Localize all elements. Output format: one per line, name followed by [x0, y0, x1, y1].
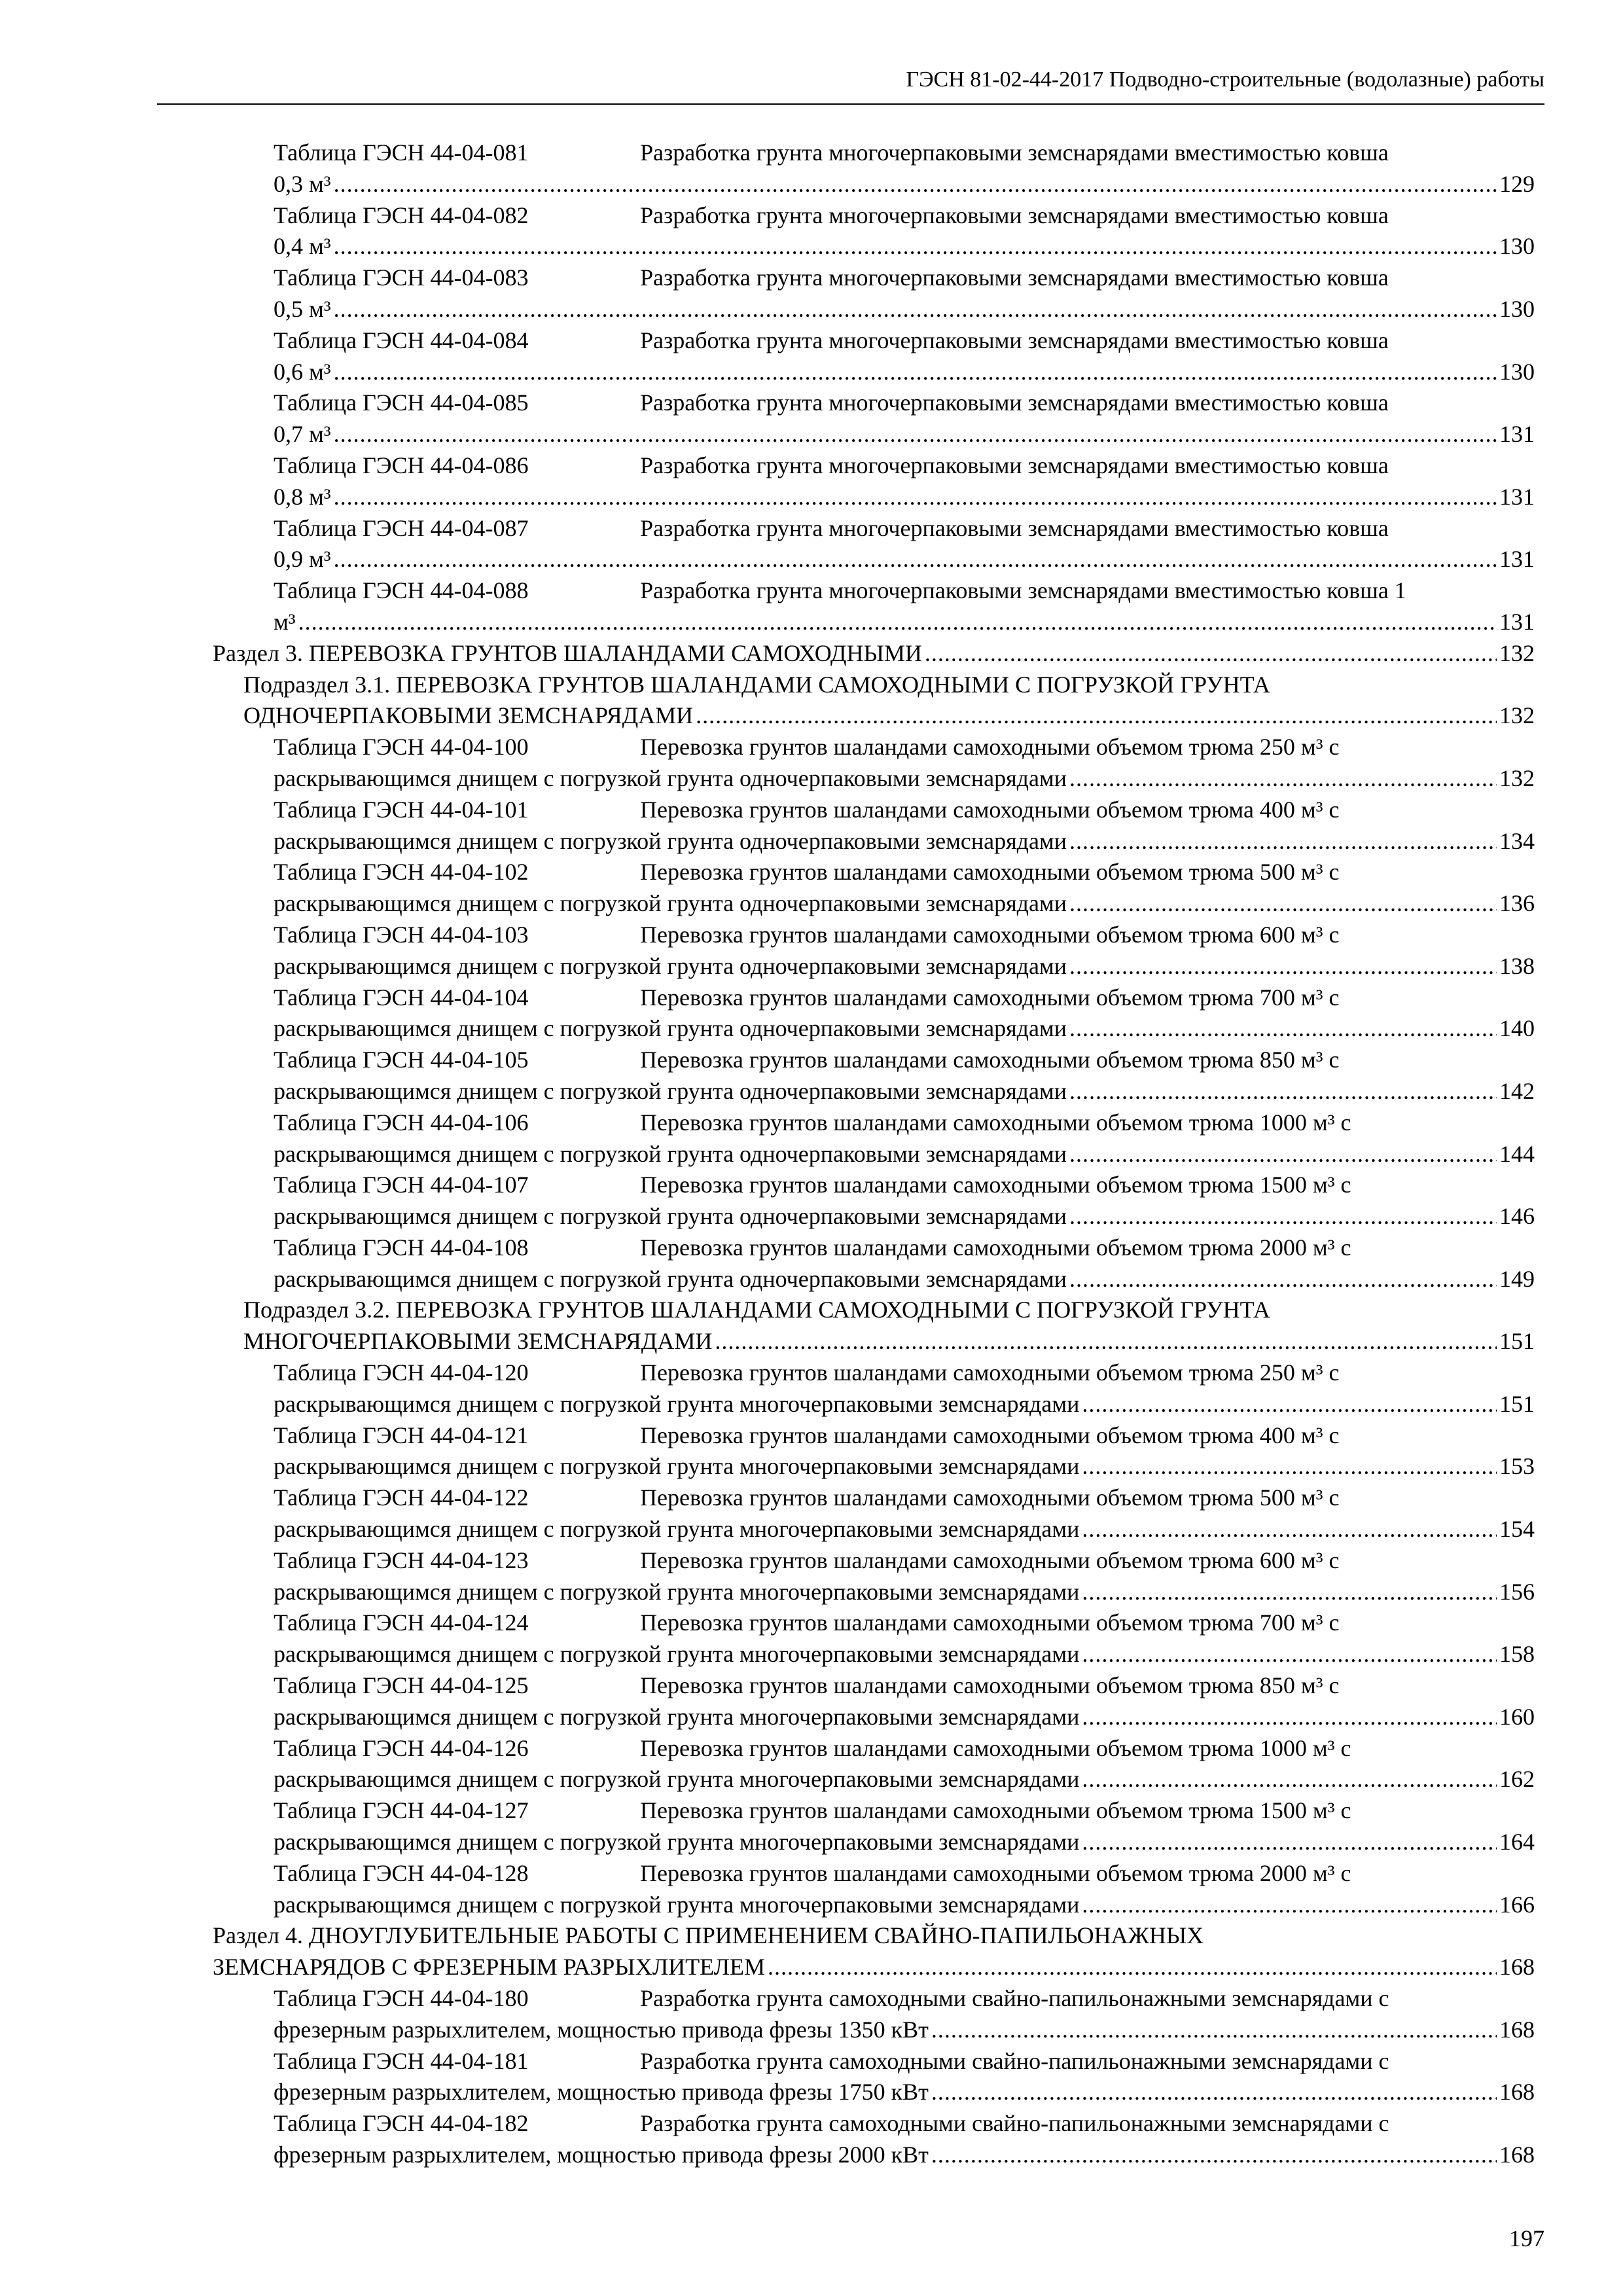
toc-entry-code: Таблица ГЭСН 44-04-180	[274, 1985, 529, 2012]
toc-entry-title: Разработка грунта самоходными свайно-папильонажными земснарядами с	[640, 1985, 1389, 2012]
dot-leader	[1082, 1702, 1497, 1733]
toc-entry-first-line	[274, 2046, 1535, 2077]
toc-entry-title-continued: раскрывающимся днищем с погрузкой грунта многочерпаковыми земснарядами	[274, 1703, 1080, 1730]
toc-entry-last-line	[274, 1577, 1535, 1608]
header-rule	[157, 103, 1544, 105]
toc-entry-first-line	[274, 857, 1535, 888]
toc-entry-page-number[interactable]: 160	[1499, 1703, 1535, 1730]
toc-entry-page-number[interactable]: 130	[1499, 358, 1535, 385]
toc-table-entry[interactable]	[274, 1545, 1535, 1608]
toc-entry-title-continued: раскрывающимся днищем с погрузкой грунта одночерпаковыми земснарядами	[274, 890, 1067, 917]
toc-entry-page-number[interactable]: 131	[1499, 546, 1535, 573]
dot-leader	[715, 1326, 1497, 1357]
toc-entry-title: Перевозка грунтов шаландами самоходными объемом трюма 1500 м³ с	[640, 1797, 1351, 1824]
toc-entry-last-line	[274, 1201, 1535, 1232]
toc-entry-page-number[interactable]: 130	[1499, 295, 1535, 322]
toc-entry-title-continued: раскрывающимся днищем с погрузкой грунта одночерпаковыми земснарядами	[274, 952, 1067, 979]
toc-entry-title: Перевозка грунтов шаландами самоходными объемом трюма 700 м³ с	[640, 1609, 1340, 1636]
toc-entry-last-line	[274, 1076, 1535, 1107]
toc-entry-title-continued: раскрывающимся днищем с погрузкой грунта одночерпаковыми земснарядами	[274, 764, 1067, 791]
toc-entry-title: Перевозка грунтов шаландами самоходными объемом трюма 250 м³ с	[640, 1359, 1340, 1386]
dot-leader	[334, 482, 1497, 513]
toc-entry-code: Таблица ГЭСН 44-04-128	[274, 1859, 529, 1886]
toc-entry-title: Перевозка грунтов шаландами самоходными объемом трюма 850 м³ с	[640, 1672, 1340, 1699]
toc-entry-title-continued: Раздел 3. ПЕРЕВОЗКА ГРУНТОВ ШАЛАНДАМИ САМОХОДНЫМИ	[213, 639, 922, 666]
toc-entry-code: Таблица ГЭСН 44-04-100	[274, 734, 529, 761]
toc-entry-title: Перевозка грунтов шаландами самоходными объемом трюма 500 м³ с	[640, 1484, 1340, 1511]
toc-entry-last-line	[274, 1639, 1535, 1670]
toc-entry-title: Подраздел 3.1. ПЕРЕВОЗКА ГРУНТОВ ШАЛАНДАМИ САМОХОДНЫМИ С ПОГРУЗКОЙ ГРУНТА	[243, 671, 1270, 698]
toc-entry-first-line	[274, 1482, 1535, 1514]
dot-leader	[1069, 1076, 1497, 1107]
toc-entry-code: Таблица ГЭСН 44-04-107	[274, 1172, 529, 1198]
toc-entry-page-number[interactable]: 153	[1499, 1453, 1535, 1480]
toc-entry-first-line	[274, 982, 1535, 1014]
toc-entry-title: Перевозка грунтов шаландами самоходными объемом трюма 250 м³ с	[640, 734, 1340, 761]
toc-entry-code: Таблица ГЭСН 44-04-085	[274, 389, 529, 416]
toc-entry-first-line	[274, 325, 1535, 357]
toc-table-entry[interactable]	[274, 1733, 1535, 1796]
toc-entry-title: Перевозка грунтов шаландами самоходными объемом трюма 1000 м³ с	[640, 1109, 1351, 1136]
toc-entry-code: Таблица ГЭСН 44-04-106	[274, 1109, 529, 1136]
toc-entry-title: Разработка грунта многочерпаковыми земснарядами вместимостью ковша	[640, 452, 1389, 478]
toc-entry-page-number[interactable]: 168	[1499, 2142, 1535, 2168]
toc-entry-first-line	[274, 450, 1535, 482]
toc-entry-title: Разработка грунта многочерпаковыми земснарядами вместимостью ковша	[640, 389, 1389, 416]
toc-entry-title-continued: раскрывающимся днищем с погрузкой грунта одночерпаковыми земснарядами	[274, 1140, 1067, 1167]
toc-entry-title-continued: раскрывающимся днищем с погрузкой грунта многочерпаковыми земснарядами	[274, 1641, 1080, 1668]
toc-entry-page-number[interactable]: 168	[1499, 2016, 1535, 2043]
toc-entry-first-line	[274, 137, 1535, 169]
toc-entry-title-continued: ОДНОЧЕРПАКОВЫМИ ЗЕМСНАРЯДАМИ	[243, 702, 694, 729]
toc-entry-title-continued: раскрывающимся днищем с погрузкой грунта одночерпаковыми земснарядами	[274, 827, 1067, 854]
dot-leader	[768, 1952, 1497, 1983]
toc-entry-page-number[interactable]: 156	[1499, 1578, 1535, 1605]
toc-entry-code: Таблица ГЭСН 44-04-088	[274, 577, 529, 604]
toc-table-entry[interactable]	[274, 1983, 1535, 2046]
toc-entry-title-continued: раскрывающимся днищем с погрузкой грунта одночерпаковыми земснарядами	[274, 1015, 1067, 1042]
toc-entry-page-number[interactable]: 140	[1499, 1015, 1535, 1042]
toc-entry-title: Разработка грунта многочерпаковыми земснарядами вместимостью ковша	[640, 139, 1389, 166]
toc-table-entry[interactable]	[274, 732, 1535, 795]
toc-entry-first-line	[274, 575, 1535, 607]
toc-entry-page-number[interactable]: 162	[1499, 1766, 1535, 1793]
toc-entry-page-number[interactable]: 164	[1499, 1829, 1535, 1856]
dot-leader	[931, 2140, 1497, 2171]
toc-entry-page-number[interactable]: 151	[1499, 1328, 1535, 1355]
toc-entry-last-line	[274, 1890, 1535, 1921]
toc-table-entry[interactable]	[274, 1607, 1535, 1670]
dot-leader	[1069, 1264, 1497, 1295]
dot-leader	[1082, 1827, 1497, 1858]
toc-table-entry[interactable]	[274, 262, 1535, 325]
toc-table-entry[interactable]	[274, 1670, 1535, 1733]
toc-entry-page-number[interactable]: 142	[1499, 1077, 1535, 1104]
toc-subsection-entry[interactable]	[243, 1295, 1535, 1357]
toc-entry-last-line	[274, 951, 1535, 982]
toc-entry-last-line	[274, 607, 1535, 638]
toc-entry-first-line	[274, 1670, 1535, 1702]
toc-entry-code: Таблица ГЭСН 44-04-124	[274, 1609, 529, 1636]
toc-table-entry[interactable]	[274, 920, 1535, 982]
toc-entry-first-line	[243, 1295, 1535, 1326]
toc-entry-title-continued: раскрывающимся днищем с погрузкой грунта многочерпаковыми земснарядами	[274, 1766, 1080, 1793]
toc-entry-last-line	[274, 2077, 1535, 2108]
toc-entry-title-continued: 0,8 м³	[274, 483, 331, 510]
toc-entry-title: Перевозка грунтов шаландами самоходными объемом трюма 400 м³ с	[640, 796, 1340, 823]
toc-entry-code: Таблица ГЭСН 44-04-104	[274, 984, 529, 1011]
toc-entry-title-continued: раскрывающимся днищем с погрузкой грунта многочерпаковыми земснарядами	[274, 1390, 1080, 1417]
toc-entry-code: Таблица ГЭСН 44-04-105	[274, 1047, 529, 1073]
toc-table-entry[interactable]	[274, 325, 1535, 388]
toc-entry-code: Таблица ГЭСН 44-04-127	[274, 1797, 529, 1824]
dot-leader	[1082, 1514, 1497, 1545]
dot-leader	[334, 169, 1497, 200]
dot-leader	[334, 357, 1497, 388]
toc-table-entry[interactable]	[274, 2108, 1535, 2171]
dot-leader	[1069, 1139, 1497, 1170]
toc-entry-page-number[interactable]: 166	[1499, 1891, 1535, 1918]
toc-entry-last-line	[274, 1264, 1535, 1295]
toc-entry-code: Таблица ГЭСН 44-04-182	[274, 2110, 529, 2137]
toc-entry-page-number[interactable]: 154	[1499, 1516, 1535, 1543]
toc-table-entry[interactable]	[274, 387, 1535, 450]
dot-leader	[1082, 1389, 1497, 1420]
toc-entry-first-line	[274, 1858, 1535, 1890]
toc-entry-first-line	[274, 1107, 1535, 1139]
toc-entry-code: Таблица ГЭСН 44-04-103	[274, 921, 529, 948]
toc-entry-last-line	[274, 357, 1535, 388]
toc-entry-code: Таблица ГЭСН 44-04-108	[274, 1234, 529, 1261]
toc-entry-page-number[interactable]: 131	[1499, 483, 1535, 510]
toc-entry-code: Таблица ГЭСН 44-04-123	[274, 1547, 529, 1573]
toc-entry-title: Перевозка грунтов шаландами самоходными объемом трюма 1500 м³ с	[640, 1172, 1351, 1198]
dot-leader	[298, 607, 1497, 638]
toc-entry-first-line	[274, 1795, 1535, 1827]
toc-entry-page-number[interactable]: 130	[1499, 233, 1535, 260]
toc-entry-first-line	[274, 1607, 1535, 1639]
dot-leader	[334, 294, 1497, 325]
toc-entry-page-number[interactable]: 138	[1499, 952, 1535, 979]
toc-table-entry[interactable]	[274, 450, 1535, 513]
toc-entry-last-line	[274, 763, 1535, 795]
toc-entry-title: Разработка грунта самоходными свайно-папильонажными земснарядами с	[640, 2110, 1389, 2137]
toc-table-entry[interactable]	[274, 982, 1535, 1045]
toc-entry-title-continued: 0,5 м³	[274, 295, 331, 322]
table-of-contents	[0, 137, 1623, 2171]
toc-entry-last-line	[274, 169, 1535, 200]
toc-table-entry[interactable]	[274, 1357, 1535, 1420]
toc-entry-last-line	[274, 482, 1535, 513]
toc-entry-first-line	[274, 1170, 1535, 1201]
toc-entry-title: Перевозка грунтов шаландами самоходными объемом трюма 600 м³ с	[640, 921, 1340, 948]
toc-entry-last-line	[274, 294, 1535, 325]
toc-entry-first-line	[274, 1733, 1535, 1765]
toc-entry-code: Таблица ГЭСН 44-04-086	[274, 452, 529, 478]
toc-entry-title-continued: раскрывающимся днищем с погрузкой грунта многочерпаковыми земснарядами	[274, 1578, 1080, 1605]
dot-leader	[1069, 888, 1497, 920]
toc-entry-last-line	[274, 544, 1535, 575]
toc-entry-code: Таблица ГЭСН 44-04-082	[274, 202, 529, 228]
toc-section-entry[interactable]	[213, 1920, 1535, 1983]
toc-table-entry[interactable]	[274, 857, 1535, 920]
toc-entry-title: Перевозка грунтов шаландами самоходными объемом трюма 700 м³ с	[640, 984, 1340, 1011]
toc-entry-last-line	[243, 1326, 1535, 1357]
toc-entry-page-number[interactable]: 136	[1499, 890, 1535, 917]
toc-table-entry[interactable]	[274, 137, 1535, 200]
toc-entry-first-line	[274, 513, 1535, 545]
toc-entry-last-line	[243, 700, 1535, 732]
toc-entry-first-line	[213, 1920, 1535, 1952]
toc-entry-page-number[interactable]: 151	[1499, 1390, 1535, 1417]
toc-entry-title-continued: м³	[274, 608, 296, 635]
toc-entry-code: Таблица ГЭСН 44-04-120	[274, 1359, 529, 1386]
toc-entry-first-line	[243, 670, 1535, 701]
toc-entry-page-number[interactable]: 149	[1499, 1265, 1535, 1292]
toc-entry-last-line	[274, 1764, 1535, 1795]
toc-entry-last-line	[274, 1827, 1535, 1858]
toc-entry-title: Перевозка грунтов шаландами самоходными объемом трюма 2000 м³ с	[640, 1234, 1351, 1261]
toc-entry-title: Разработка грунта многочерпаковыми земснарядами вместимостью ковша	[640, 264, 1389, 291]
toc-entry-page-number[interactable]: 168	[1499, 2079, 1535, 2106]
toc-entry-title: Подраздел 3.2. ПЕРЕВОЗКА ГРУНТОВ ШАЛАНДАМИ САМОХОДНЫМИ С ПОГРУЗКОЙ ГРУНТА	[243, 1297, 1270, 1323]
toc-entry-first-line	[274, 920, 1535, 951]
toc-entry-page-number[interactable]: 146	[1499, 1203, 1535, 1230]
toc-entry-last-line	[274, 888, 1535, 920]
toc-table-entry[interactable]	[274, 1232, 1535, 1295]
toc-entry-first-line	[274, 1420, 1535, 1452]
dot-leader	[1069, 1201, 1497, 1232]
toc-entry-last-line	[274, 1702, 1535, 1733]
toc-entry-title: Разработка грунта многочерпаковыми земснарядами вместимостью ковша	[640, 327, 1389, 353]
dot-leader	[1082, 1451, 1497, 1482]
dot-leader	[334, 544, 1497, 575]
toc-entry-code: Таблица ГЭСН 44-04-126	[274, 1734, 529, 1761]
toc-entry-title-continued: 0,7 м³	[274, 421, 331, 448]
dot-leader	[1069, 1013, 1497, 1045]
toc-entry-page-number[interactable]: 168	[1499, 1954, 1535, 1981]
toc-entry-title-continued: фрезерным разрыхлителем, мощностью привода фрезы 2000 кВт	[274, 2142, 929, 2168]
toc-entry-first-line	[274, 795, 1535, 826]
dot-leader	[696, 700, 1497, 732]
toc-entry-title-continued: фрезерным разрыхлителем, мощностью привода фрезы 1350 кВт	[274, 2016, 929, 2043]
running-header: ГЭСН 81-02-44-2017 Подводно-строительные (водолазные) работы	[906, 67, 1544, 92]
toc-entry-title-continued: раскрывающимся днищем с погрузкой грунта одночерпаковыми земснарядами	[274, 1265, 1067, 1292]
toc-entry-title-continued: 0,6 м³	[274, 358, 331, 385]
toc-entry-title-continued: 0,3 м³	[274, 170, 331, 197]
toc-entry-title: Перевозка грунтов шаландами самоходными объемом трюма 850 м³ с	[640, 1047, 1340, 1073]
toc-entry-first-line	[274, 1545, 1535, 1577]
toc-entry-title-continued: ЗЕМСНАРЯДОВ С ФРЕЗЕРНЫМ РАЗРЫХЛИТЕЛЕМ	[213, 1954, 766, 1981]
toc-entry-title: Разработка грунта многочерпаковыми земснарядами вместимостью ковша 1	[640, 577, 1406, 604]
toc-entry-first-line	[274, 1983, 1535, 2015]
toc-entry-title: Перевозка грунтов шаландами самоходными объемом трюма 600 м³ с	[640, 1547, 1340, 1573]
toc-entry-title-continued: раскрывающимся днищем с погрузкой грунта одночерпаковыми земснарядами	[274, 1203, 1067, 1230]
toc-entry-first-line	[274, 1357, 1535, 1389]
toc-table-entry[interactable]	[274, 200, 1535, 263]
dot-leader	[1069, 951, 1497, 982]
toc-entry-title-continued: раскрывающимся днищем с погрузкой грунта многочерпаковыми земснарядами	[274, 1891, 1080, 1918]
dot-leader	[1082, 1577, 1497, 1608]
dot-leader	[1082, 1639, 1497, 1670]
dot-leader	[925, 638, 1497, 670]
toc-entry-title: Перевозка грунтов шаландами самоходными объемом трюма 500 м³ с	[640, 859, 1340, 886]
toc-entry-title-continued: раскрывающимся днищем с погрузкой грунта многочерпаковыми земснарядами	[274, 1829, 1080, 1856]
toc-entry-first-line	[274, 732, 1535, 763]
dot-leader	[1069, 826, 1497, 857]
toc-entry-first-line	[274, 262, 1535, 294]
dot-leader	[1082, 1764, 1497, 1795]
toc-entry-last-line	[274, 1139, 1535, 1170]
toc-table-entry[interactable]	[274, 1107, 1535, 1170]
toc-entry-code: Таблица ГЭСН 44-04-084	[274, 327, 529, 353]
toc-subsection-entry[interactable]	[243, 670, 1535, 732]
toc-table-entry[interactable]	[274, 1858, 1535, 1921]
toc-entry-last-line	[213, 1952, 1535, 1983]
dot-leader	[931, 2015, 1497, 2046]
toc-entry-first-line	[274, 1045, 1535, 1076]
toc-entry-title: Перевозка грунтов шаландами самоходными объемом трюма 2000 м³ с	[640, 1859, 1351, 1886]
toc-entry-first-line	[274, 200, 1535, 232]
toc-entry-last-line	[274, 1013, 1535, 1045]
toc-entry-last-line	[274, 2140, 1535, 2171]
toc-entry-last-line	[274, 2015, 1535, 2046]
toc-entry-code: Таблица ГЭСН 44-04-121	[274, 1422, 529, 1448]
toc-entry-title-continued: раскрывающимся днищем с погрузкой грунта многочерпаковыми земснарядами	[274, 1516, 1080, 1543]
toc-entry-page-number[interactable]: 131	[1499, 608, 1535, 635]
toc-entry-last-line	[213, 638, 1535, 670]
toc-entry-title: Раздел 4. ДНОУГЛУБИТЕЛЬНЫЕ РАБОТЫ С ПРИМЕНЕНИЕМ СВАЙНО-ПАПИЛЬОНАЖНЫХ	[213, 1922, 1204, 1949]
toc-entry-code: Таблица ГЭСН 44-04-181	[274, 2047, 529, 2074]
toc-entry-title-continued: МНОГОЧЕРПАКОВЫМИ ЗЕМСНАРЯДАМИ	[243, 1328, 713, 1355]
toc-table-entry[interactable]	[274, 575, 1535, 638]
toc-entry-page-number[interactable]: 129	[1499, 170, 1535, 197]
toc-entry-title: Разработка грунта многочерпаковыми земснарядами вместимостью ковша	[640, 202, 1389, 228]
toc-entry-page-number[interactable]: 158	[1499, 1641, 1535, 1668]
dot-leader	[1082, 1890, 1497, 1921]
toc-table-entry[interactable]	[274, 1045, 1535, 1107]
toc-entry-title: Перевозка грунтов шаландами самоходными объемом трюма 1000 м³ с	[640, 1734, 1351, 1761]
dot-leader	[1069, 763, 1497, 795]
toc-entry-last-line	[274, 231, 1535, 262]
toc-entry-code: Таблица ГЭСН 44-04-101	[274, 796, 529, 823]
toc-entry-page-number[interactable]: 132	[1499, 702, 1535, 729]
toc-entry-title-continued: раскрывающимся днищем с погрузкой грунта многочерпаковыми земснарядами	[274, 1453, 1080, 1480]
toc-entry-code: Таблица ГЭСН 44-04-122	[274, 1484, 529, 1511]
toc-entry-title-continued: 0,9 м³	[274, 546, 331, 573]
toc-table-entry[interactable]	[274, 1420, 1535, 1483]
toc-entry-code: Таблица ГЭСН 44-04-125	[274, 1672, 529, 1699]
toc-entry-page-number[interactable]: 131	[1499, 421, 1535, 448]
toc-entry-code: Таблица ГЭСН 44-04-102	[274, 859, 529, 886]
toc-entry-last-line	[274, 1389, 1535, 1420]
toc-table-entry[interactable]	[274, 1795, 1535, 1858]
toc-table-entry[interactable]	[274, 2046, 1535, 2109]
toc-table-entry[interactable]	[274, 1482, 1535, 1545]
toc-entry-last-line	[274, 826, 1535, 857]
toc-entry-first-line	[274, 387, 1535, 419]
toc-entry-title: Перевозка грунтов шаландами самоходными объемом трюма 400 м³ с	[640, 1422, 1340, 1448]
toc-entry-first-line	[274, 1232, 1535, 1264]
toc-entry-first-line	[274, 2108, 1535, 2140]
dot-leader	[334, 419, 1497, 450]
dot-leader	[334, 231, 1497, 262]
toc-table-entry[interactable]	[274, 795, 1535, 857]
toc-section-entry[interactable]	[213, 638, 1535, 670]
toc-entry-code: Таблица ГЭСН 44-04-081	[274, 139, 529, 166]
page-number: 197	[1509, 2225, 1544, 2251]
toc-entry-page-number[interactable]: 134	[1499, 827, 1535, 854]
toc-entry-code: Таблица ГЭСН 44-04-087	[274, 514, 529, 541]
toc-entry-last-line	[274, 419, 1535, 450]
toc-entry-title-continued: фрезерным разрыхлителем, мощностью привода фрезы 1750 кВт	[274, 2079, 929, 2106]
toc-table-entry[interactable]	[274, 1170, 1535, 1232]
dot-leader	[931, 2077, 1497, 2108]
toc-entry-page-number[interactable]: 132	[1499, 639, 1535, 666]
toc-entry-page-number[interactable]: 132	[1499, 764, 1535, 791]
toc-entry-page-number[interactable]: 144	[1499, 1140, 1535, 1167]
toc-entry-title-continued: 0,4 м³	[274, 233, 331, 260]
toc-entry-code: Таблица ГЭСН 44-04-083	[274, 264, 529, 291]
toc-entry-title-continued: раскрывающимся днищем с погрузкой грунта одночерпаковыми земснарядами	[274, 1077, 1067, 1104]
toc-entry-last-line	[274, 1514, 1535, 1545]
toc-entry-title: Разработка грунта многочерпаковыми земснарядами вместимостью ковша	[640, 514, 1389, 541]
toc-table-entry[interactable]	[274, 513, 1535, 576]
toc-entry-title: Разработка грунта самоходными свайно-папильонажными земснарядами с	[640, 2047, 1389, 2074]
toc-entry-last-line	[274, 1451, 1535, 1482]
